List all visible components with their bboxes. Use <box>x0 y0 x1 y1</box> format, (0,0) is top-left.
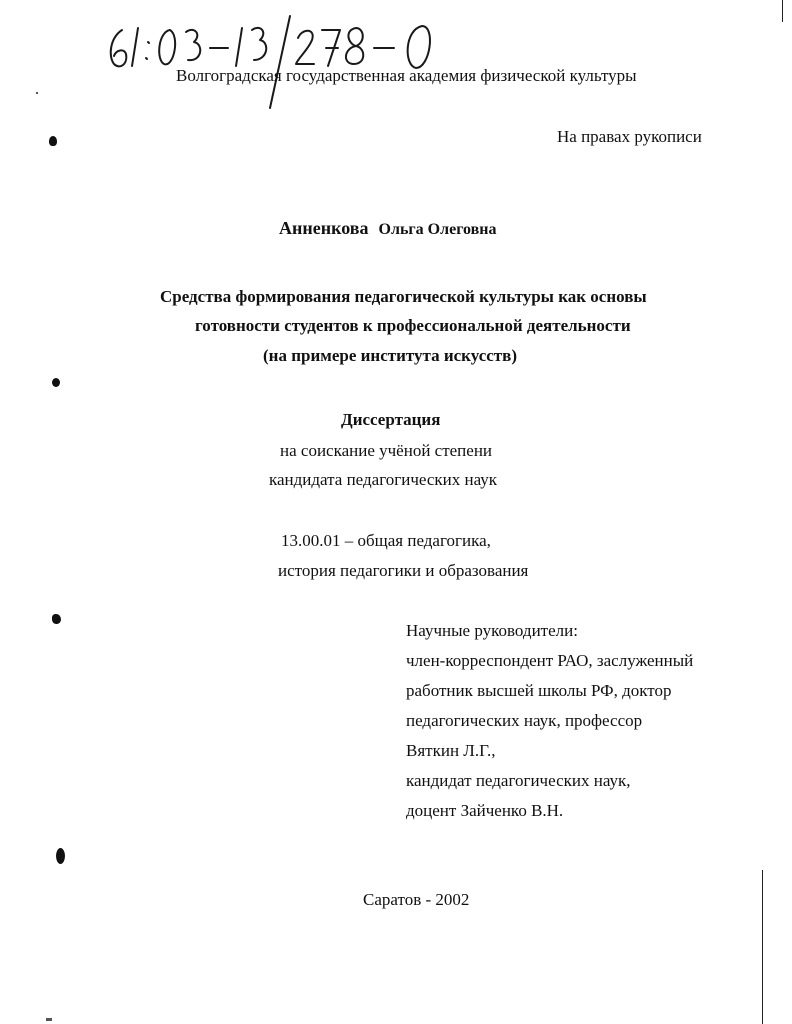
author-given-names: Ольга Олеговна <box>378 221 497 238</box>
handwritten-catalogue-number <box>100 8 460 112</box>
punch-hole-mark <box>52 378 60 387</box>
title-line-2: готовности студентов к профессиональной деятельности <box>195 316 631 335</box>
advisor-line-1: член-корреспондент РАО, заслуженный <box>406 651 694 670</box>
degree-line-2: кандидата педагогических наук <box>269 470 498 489</box>
specialty-line-1: 13.00.01 – общая педагогика, <box>281 531 491 550</box>
author-name <box>279 218 497 239</box>
advisor-line-5: кандидат педагогических наук, <box>406 771 631 790</box>
specialty-line-2: история педагогики и образования <box>278 561 529 580</box>
punch-hole-mark <box>49 136 57 146</box>
institution-name: Волгоградская государственная академия физической культуры <box>176 66 637 85</box>
punch-hole-mark <box>52 614 61 624</box>
advisor-line-2: работник высшей школы РФ, доктор <box>406 681 672 700</box>
advisors-heading: Научные руководители: <box>406 621 578 640</box>
degree-line-1: на соискание учёной степени <box>280 441 493 460</box>
place-year: Саратов - 2002 <box>363 890 470 909</box>
advisor-line-4: Вяткин Л.Г., <box>406 741 496 760</box>
punch-hole-mark <box>56 848 65 864</box>
scan-edge-line <box>782 0 783 22</box>
author-surname: Анненкова <box>279 218 369 238</box>
title-line-1: Средства формирования педагогической культуры как основы <box>160 287 647 306</box>
scan-speck <box>36 92 38 94</box>
work-type: Диссертация <box>341 410 441 429</box>
scan-edge-line <box>762 870 763 1024</box>
scan-speck <box>46 1018 52 1021</box>
title-line-3: (на примере института искусств) <box>263 346 517 365</box>
advisor-line-3: педагогических наук, профессор <box>406 711 643 730</box>
advisor-line-6: доцент Зайченко В.Н. <box>406 801 564 820</box>
manuscript-note: На правах рукописи <box>557 127 702 146</box>
